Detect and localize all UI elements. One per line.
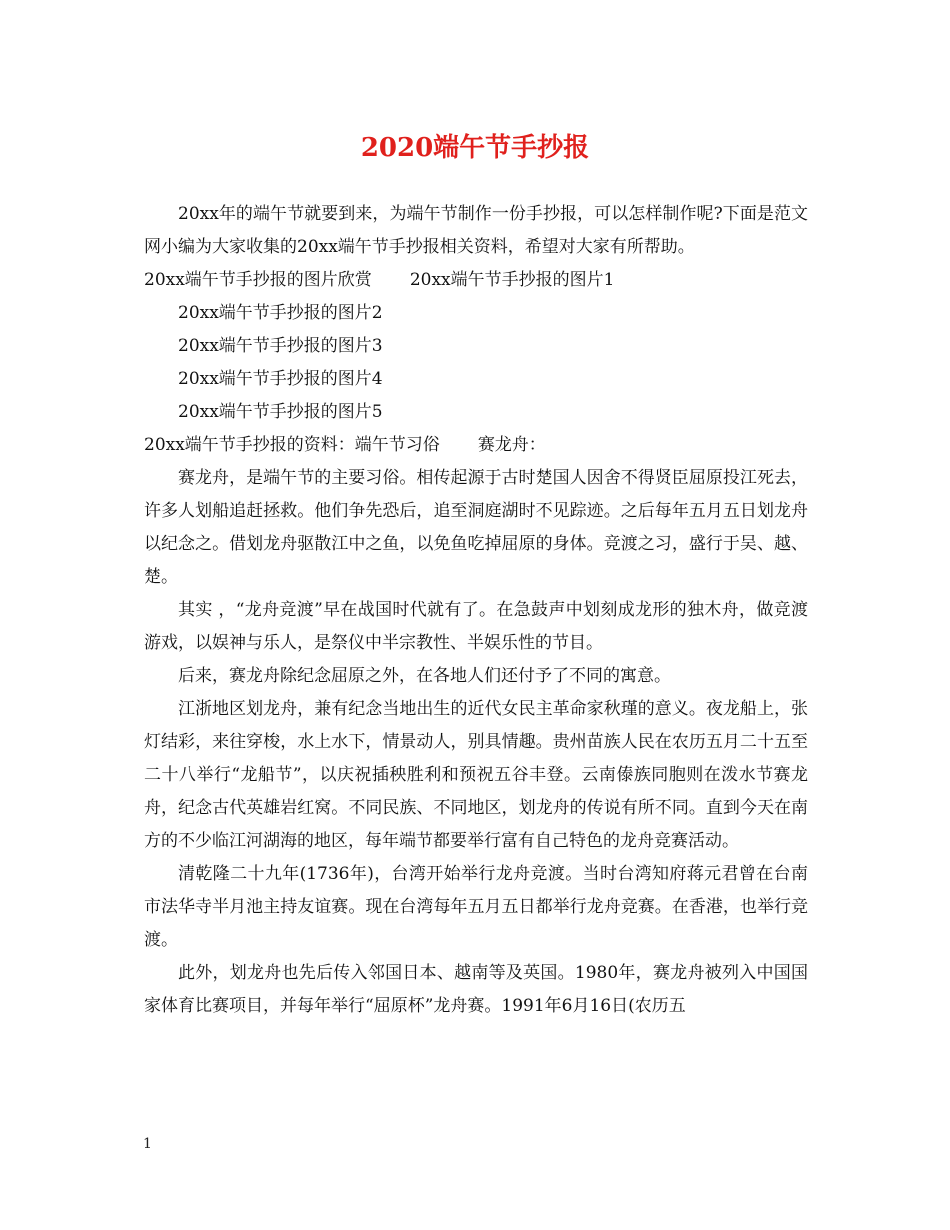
material-heading-line <box>144 429 808 462</box>
body-paragraph: 此外，划龙舟也先后传入邻国日本、越南等及英国。1980年，赛龙舟被列入中国国家体育比赛项目，并每年举行“屈原杯”龙舟赛。1991年6月16日(农历五 <box>144 963 808 1016</box>
gallery-heading: 20xx端午节手抄报的图片欣赏 <box>144 270 372 290</box>
gallery-item: 20xx端午节手抄报的图片2 <box>178 303 383 323</box>
body-paragraph: 后来，赛龙舟除纪念屈原之外，在各地人们还付予了不同的寓意。 <box>178 666 671 686</box>
body-paragraph: 江浙地区划龙舟，兼有纪念当地出生的近代女民主革命家秋瑾的意义。夜龙船上，张灯结彩，来往穿梭，水上水下，情景动人，别具情趣。贵州苗族人民在农历五月二十五至二十八举行“龙船节”，以庆祝插秧胜利和预祝五谷丰登。云南傣族同胞则在泼水节赛龙舟，纪念古代英雄岩红窝。不同民族、不同地区，划龙舟的传说有所不同。直到今天在南方的不少临江河湖海的地区，每年端节都要举行富有自己特色的龙舟竞赛活动。 <box>144 699 808 851</box>
gallery-heading-line <box>144 264 808 297</box>
material-heading: 20xx端午节手抄报的资料：端午节习俗 <box>144 435 440 455</box>
gallery-item: 20xx端午节手抄报的图片3 <box>178 336 383 356</box>
document-title: 2020端午节手抄报 <box>360 133 590 163</box>
body-paragraph: 清乾隆二十九年(1736年)，台湾开始举行龙舟竞渡。当时台湾知府蒋元君曾在台南市法华寺半月池主持友谊赛。现在台湾每年五月五日都举行龙舟竞赛。在香港，也举行竞渡。 <box>144 864 808 950</box>
gallery-item: 20xx端午节手抄报的图片5 <box>178 402 383 422</box>
body-paragraph: 其实 ，“龙舟竞渡”早在战国时代就有了。在急鼓声中划刻成龙形的独木舟，做竞渡游戏，以娱神与乐人，是祭仪中半宗教性、半娱乐性的节目。 <box>144 600 808 653</box>
page-number: 1 <box>143 1136 152 1152</box>
material-subheading: 赛龙舟： <box>477 435 546 455</box>
document-body <box>144 198 808 1023</box>
gallery-item: 20xx端午节手抄报的图片1 <box>409 270 615 290</box>
gallery-item: 20xx端午节手抄报的图片4 <box>178 369 383 389</box>
intro-paragraph: 20xx年的端午节就要到来，为端午节制作一份手抄报，可以怎样制作呢?下面是范文网小编为大家收集的20xx端午节手抄报相关资料，希望对大家有所帮助。 <box>144 204 808 257</box>
body-paragraph: 赛龙舟，是端午节的主要习俗。相传起源于古时楚国人因舍不得贤臣屈原投江死去，许多人划船追赶拯救。他们争先恐后，追至洞庭湖时不见踪迹。之后每年五月五日划龙舟以纪念之。借划龙舟驱散江中之鱼，以免鱼吃掉屈原的身体。竞渡之习，盛行于吴、越、楚。 <box>144 468 808 587</box>
